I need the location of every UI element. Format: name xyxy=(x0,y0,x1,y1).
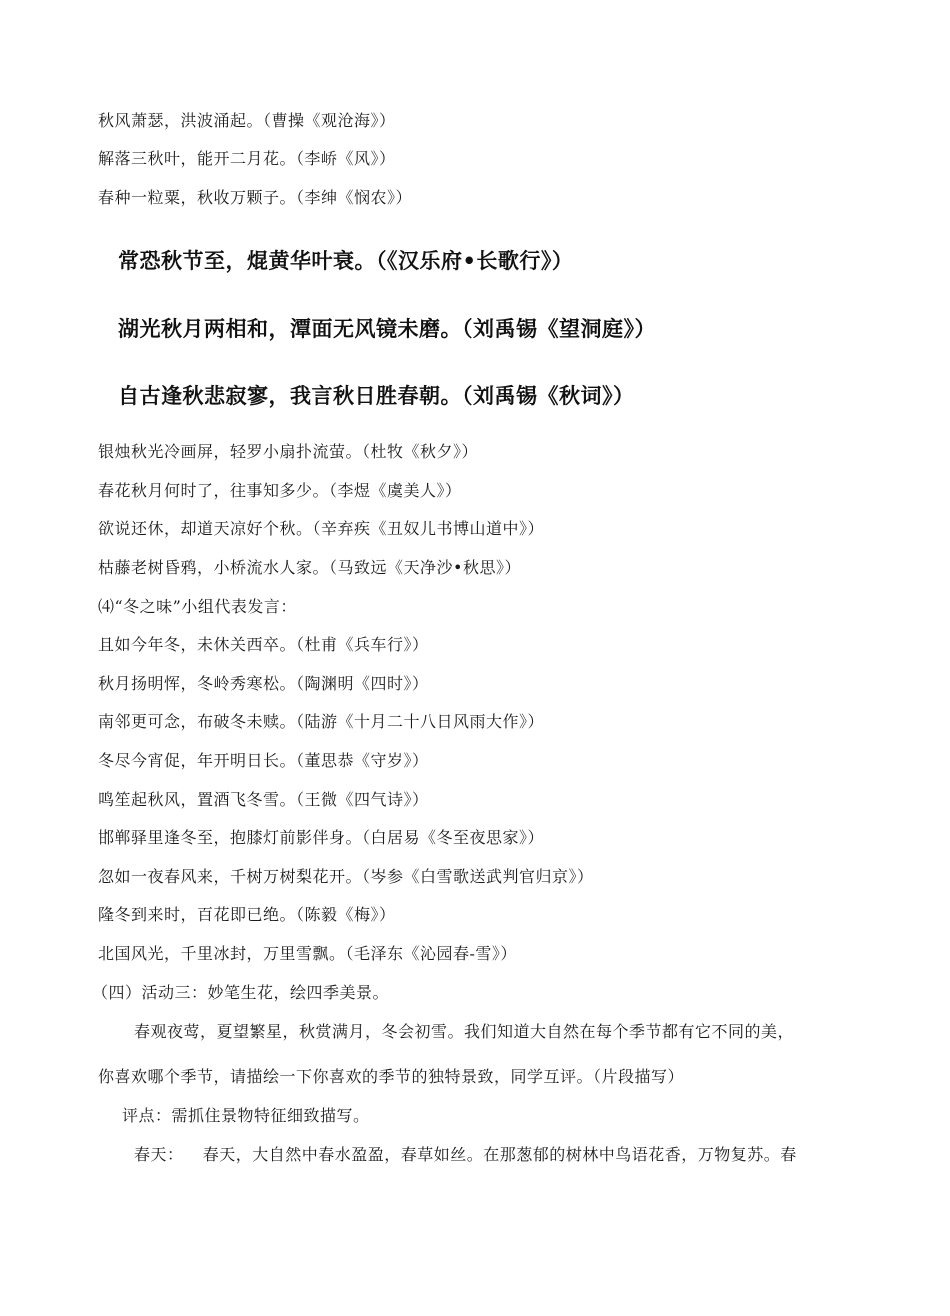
poem-line: 忽如一夜春风来，千树万树梨花开。（岑参《白雪歌送武判官归京》） xyxy=(98,867,594,886)
paragraph-line: 春观夜莺，夏望繁星，秋赏满月，冬会初雪。我们知道大自然在每个季节都有它不同的美， xyxy=(134,1022,795,1041)
poem-line: 春种一粒粟，秋收万颗子。（李绅《悯农》） xyxy=(98,188,413,207)
bold-poem-line: 常恐秋节至，焜黄华叶衰。（《汉乐府•长歌行》） xyxy=(118,249,574,273)
poem-line: 欲说还休，却道天凉好个秋。（辛弃疾《丑奴儿书博山道中》） xyxy=(98,519,545,538)
bold-poem-line: 自古逢秋悲寂寥，我言秋日胜春朝。（刘禹锡《秋词》） xyxy=(118,384,635,408)
poem-line: 南邻更可念，布破冬未赎。（陆游《十月二十八日风雨大作》） xyxy=(98,712,545,731)
spring-label: 春天： xyxy=(134,1145,184,1164)
poem-line: 秋月扬明恽，冬岭秀寒松。（陶渊明《四时》） xyxy=(98,674,429,693)
poem-line: 冬尽今宵促，年开明日长。（董思恭《守岁》） xyxy=(98,751,429,770)
spring-text: 春天，大自然中春水盈盈，春草如丝。在那葱郁的树林中鸟语花香，万物复苏。春 xyxy=(202,1145,797,1164)
bold-poem-line: 湖光秋月两相和，潭面无风镜未磨。（刘禹锡《望洞庭》） xyxy=(118,317,656,341)
poem-line: 银烛秋光冷画屏，轻罗小扇扑流萤。（杜牧《秋夕》） xyxy=(98,442,479,461)
poem-line: 解落三秋叶，能开二月花。（李峤《风》） xyxy=(98,149,396,168)
spring-paragraph xyxy=(134,1144,797,1166)
poem-line: 且如今年冬，未休关西卒。（杜甫《兵车行》） xyxy=(98,635,429,654)
comment-line: 评点：需抓住景物特征细致描写。 xyxy=(122,1106,370,1125)
poem-line: 春花秋月何时了，往事知多少。（李煜《虞美人》） xyxy=(98,481,462,500)
section-heading: （四）活动三：妙笔生花，绘四季美景。 xyxy=(92,983,390,1002)
poem-line: 枯藤老树昏鸦，小桥流水人家。（马致远《天净沙•秋思》） xyxy=(98,558,521,577)
poem-line: 北国风光，千里冰封，万里雪飘。（毛泽东《沁园春-雪》） xyxy=(98,944,517,963)
paragraph-line: 你喜欢哪个季节，请描绘一下你喜欢的季节的独特景致，同学互评。（片段描写） xyxy=(98,1067,685,1086)
poem-line: 隆冬到来时，百花即已绝。（陈毅《梅》） xyxy=(98,905,396,924)
poem-line: 秋风萧瑟，洪波涌起。（曹操《观沧海》） xyxy=(98,111,396,130)
poem-line: 鸣笙起秋风，置酒飞冬雪。（王微《四气诗》） xyxy=(98,790,429,809)
section-heading: ⑷“冬之味”小组代表发言： xyxy=(98,597,297,616)
poem-line: 邯郸驿里逢冬至，抱膝灯前影伴身。（白居易《冬至夜思家》） xyxy=(98,828,545,847)
